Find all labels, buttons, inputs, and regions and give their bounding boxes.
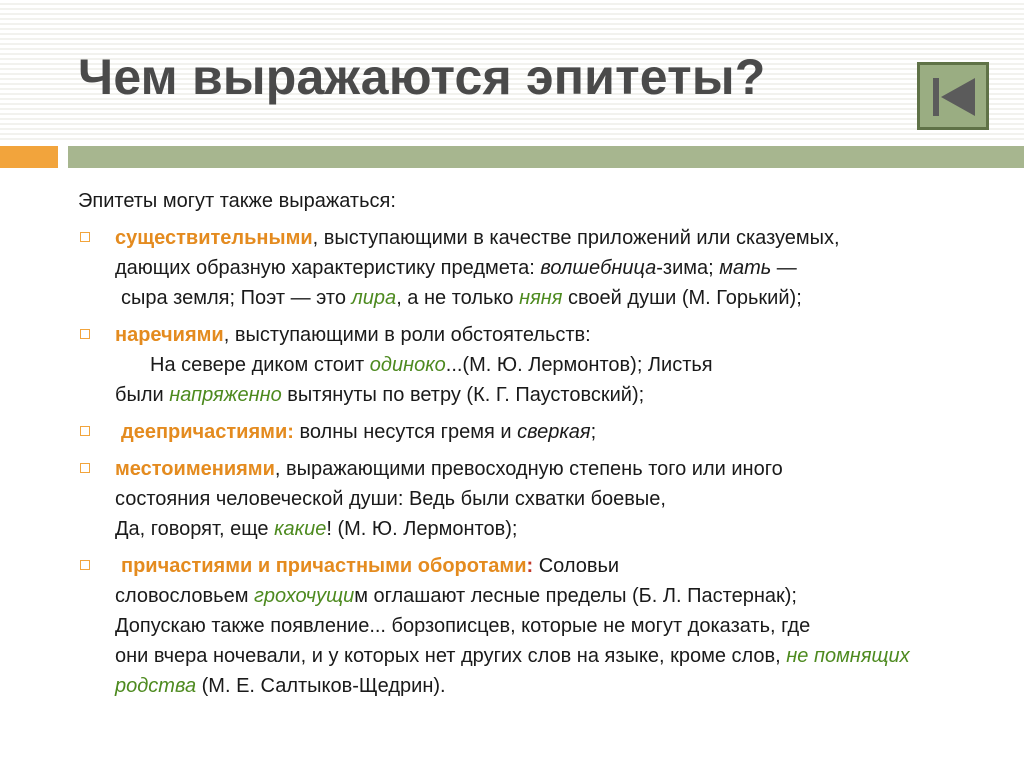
epithet-list xyxy=(78,223,958,701)
square-bullet-icon xyxy=(80,329,90,339)
list-item-nouns: существительными, выступающими в качестве приложений или сказуемых, дающих образную характеристику предмета: волшебница-зима; мать — сыра земля; Поэт — это лира, а не только няня своей души (М. Горький); xyxy=(78,223,958,313)
square-bullet-icon xyxy=(80,232,90,242)
square-bullet-icon xyxy=(80,463,90,473)
item-keyword: наречиями xyxy=(115,324,224,346)
example-word: мать xyxy=(719,257,772,279)
list-item-pronouns: местоимениями, выражающими превосходную степень того или иного состояния человеческой души: Ведь были схватки боевые, Да, говорят, еще какие! (М. Ю. Лермонтов); xyxy=(78,454,958,544)
example-word: няня xyxy=(519,287,563,309)
item-keyword: существительными xyxy=(115,227,313,249)
first-slide-icon xyxy=(920,65,986,127)
example-word: какие xyxy=(274,518,327,540)
accent-bar-orange xyxy=(0,146,58,168)
intro-text: Эпитеты могут также выражаться: xyxy=(78,190,396,212)
example-word: волшебница xyxy=(540,257,657,279)
item-keyword: причастиями и причастными оборотами xyxy=(121,555,527,577)
example-word: сверкая xyxy=(517,421,591,443)
slide-title: Чем выражаются эпитеты? xyxy=(78,49,766,105)
example-word: грохочущи xyxy=(254,585,355,607)
item-keyword: местоимениями xyxy=(115,458,275,480)
example-word: лира xyxy=(351,287,397,309)
item-keyword: деепричастиями: xyxy=(121,421,294,443)
list-item-gerunds: деепричастиями: волны несутся гремя и сверкая; xyxy=(78,417,958,447)
list-item-adverbs: наречиями, выступающими в роли обстоятельств: На севере диком стоит одиноко...(М. Ю. Лермонтов); Листья были напряженно вытянуты по ветру (К. Г. Паустовский); xyxy=(78,320,958,410)
accent-bar-green xyxy=(68,146,1024,168)
slide-content xyxy=(78,186,958,708)
back-to-first-slide-button[interactable] xyxy=(917,62,989,130)
example-word: напряженно xyxy=(169,384,282,406)
example-word: одиноко xyxy=(369,354,446,376)
square-bullet-icon xyxy=(80,560,90,570)
square-bullet-icon xyxy=(80,426,90,436)
list-item-participles: причастиями и причастными оборотами: Соловьи словословьем грохочущим оглашают лесные пределы (Б. Л. Пастернак); Допускаю также появление... борзописцев, которые не могут доказать, где они вчера ночевали, и у которых нет других слов на языке, кроме слов, не помнящих родства (М. Е. Салтыков-Щедрин). xyxy=(78,551,958,701)
example-word: не помнящих родства xyxy=(115,645,910,697)
